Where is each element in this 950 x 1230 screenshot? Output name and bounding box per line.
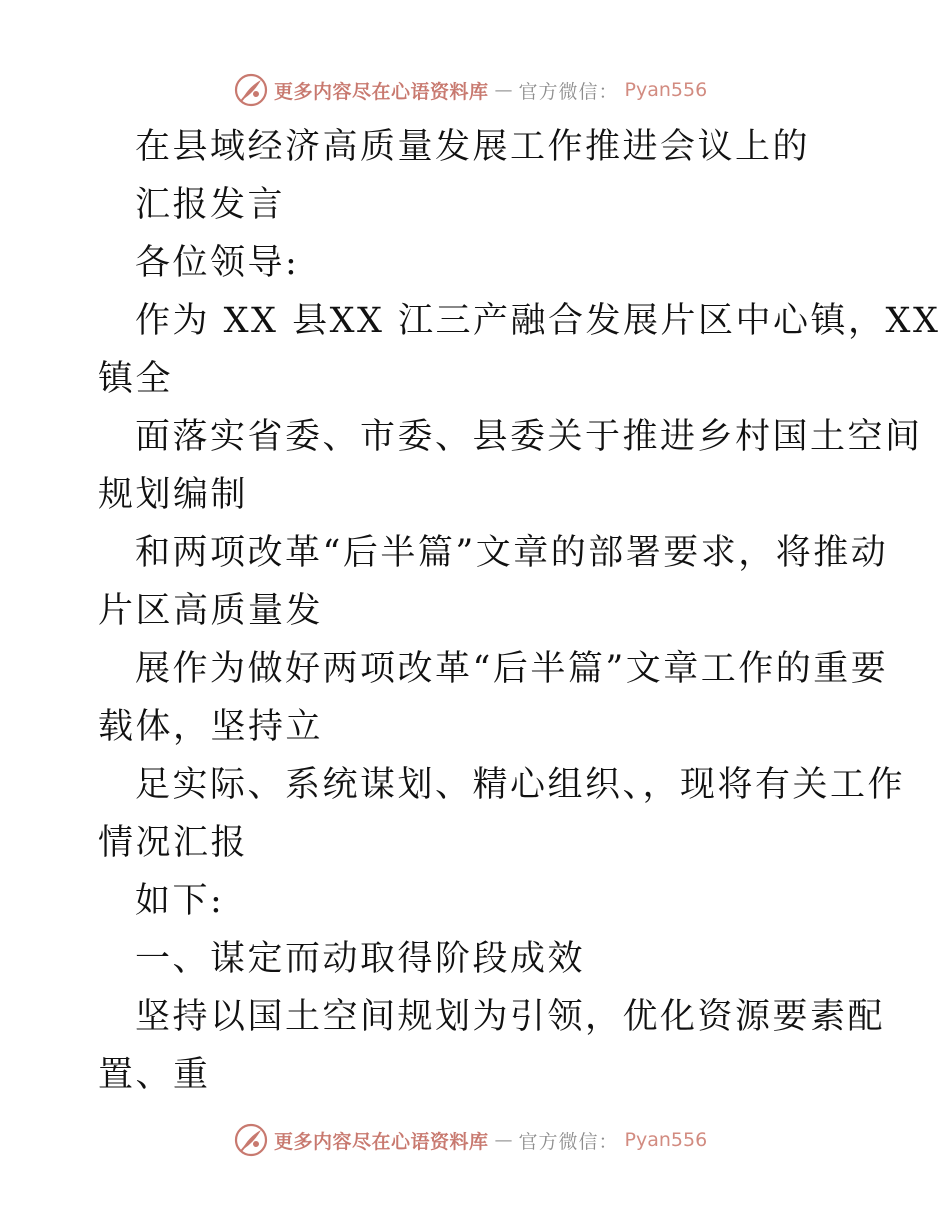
watermark-promo-text: 更多内容尽在心语资料库 — [274, 1130, 489, 1153]
section-heading: 一、谋定而动取得阶段成效 — [135, 939, 586, 979]
watermark-account-label: 官方微信： — [518, 80, 619, 103]
watermark-separator: — — [494, 1129, 513, 1151]
paragraph-line: 置、重 — [98, 1055, 211, 1095]
paragraph-line: 坚持以国土空间规划为引领，优化资源要素配 — [135, 997, 886, 1037]
paragraph-line: 足实际、系统谋划、精心组织、，现将有关工作 — [135, 765, 906, 805]
paragraph-line: 如下: — [135, 881, 225, 921]
paragraph-line: 面落实省委、市委、县委关于推进乡村国土空间 — [135, 417, 923, 457]
paragraph-line: 载体，坚持立 — [98, 707, 324, 747]
watermark-account-id: Pyan556 — [624, 79, 708, 101]
footer-watermark — [234, 1122, 707, 1158]
watermark-account-label: 官方微信： — [518, 1130, 619, 1153]
paragraph-line: 作为 XX 县XX 江三产融合发展片区中心镇，XX — [135, 301, 941, 341]
watermark-account-id: Pyan556 — [624, 1129, 708, 1151]
paragraph-line: 情况汇报 — [98, 823, 249, 863]
header-watermark — [234, 72, 707, 108]
watermark-promo-text: 更多内容尽在心语资料库 — [274, 80, 489, 103]
watermark-separator: — — [494, 79, 513, 101]
quill-logo-icon — [234, 1123, 268, 1157]
paragraph-line: 规划编制 — [98, 475, 249, 515]
document-title-line-1: 在县域经济高质量发展工作推进会议上的 — [135, 127, 811, 167]
paragraph-line: 和两项改革“后半篇”文章的部署要求，将推动 — [135, 533, 889, 573]
paragraph-line: 展作为做好两项改革“后半篇”文章工作的重要 — [135, 649, 889, 689]
paragraph-line: 片区高质量发 — [98, 591, 324, 631]
salutation: 各位领导: — [135, 243, 300, 283]
quill-logo-icon — [234, 73, 268, 107]
document-body — [98, 118, 941, 1104]
paragraph-line: 镇全 — [98, 359, 174, 399]
document-title-line-2: 汇报发言 — [135, 185, 286, 225]
